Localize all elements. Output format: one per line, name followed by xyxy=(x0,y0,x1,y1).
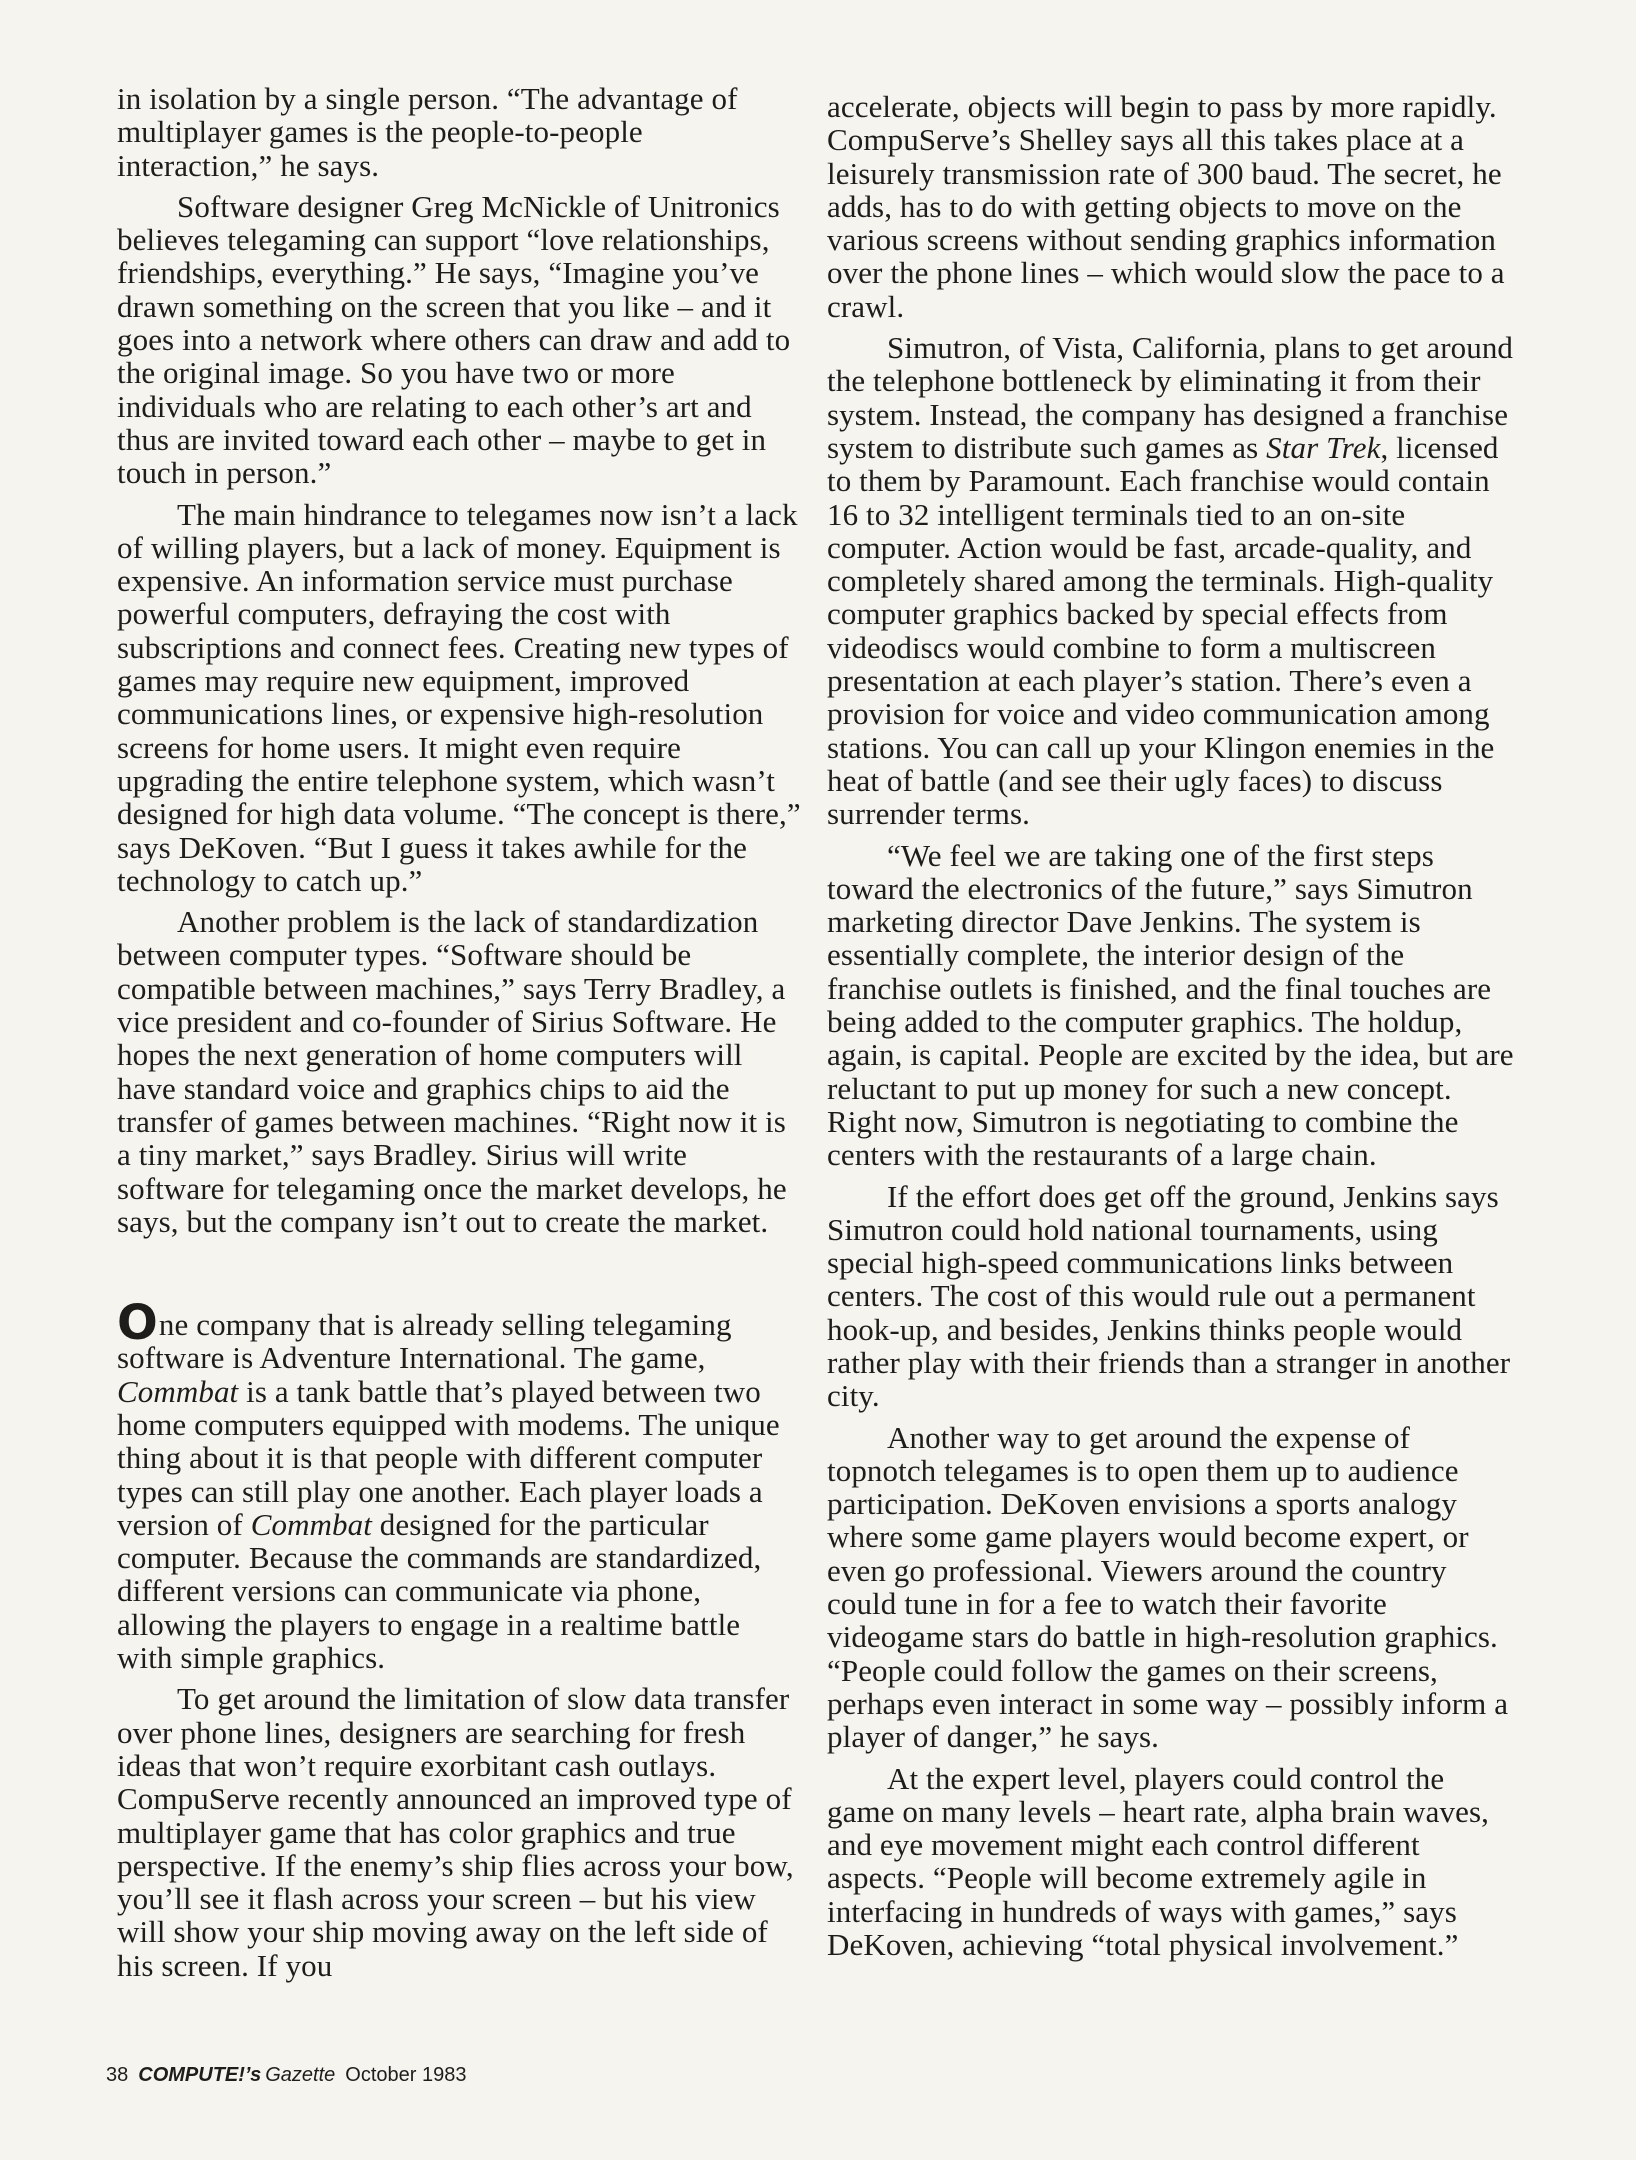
paragraph: If the effort does get off the ground, Jenkins says Simutron could hold national tournaments, using special high-speed communications links between centers. The cost of this would rule out a permanent hook-up, and besides, Jenkins thinks people would rather play with their friends than a stranger in another city. xyxy=(827,1178,1511,1414)
section-break xyxy=(117,1238,801,1304)
magazine-name: COMPUTE!’s xyxy=(138,2064,262,2086)
game-title: Commbat xyxy=(250,1506,372,1542)
page-number: 38 xyxy=(106,2064,129,2086)
text-run: , licensed to them by Paramount. Each franchise would contain 16 to 32 intelligent terminals tied to an on-site computer. Action would be fast, arcade-quality, and completely shared among the terminals. High-quality computer graphics backed by special effects from videodiscs would combine to form a multiscreen presentation at each player’s station. There’s even a provision for voice and video communication among stations. You can call up your Klingon enemies in the heat of battle (and see their ugly faces) to discuss surrender terms. xyxy=(827,429,1499,832)
page-footer xyxy=(106,2064,476,2087)
issue-date: October 1983 xyxy=(345,2064,467,2086)
drop-cap: O xyxy=(117,1295,158,1352)
paragraph: Another problem is the lack of standardization between computer types. “Software should be compatible between machines,” says Terry Bradley, a vice president and co-founder of Sirius Software. He hopes the next generation of home computers will have standard voice and graphics chips to aid the transfer of games between machines. “Right now it is a tiny market,” says Bradley. Sirius will write software for telegaming once the market develops, he says, but the company isn’t out to create the market. xyxy=(117,904,787,1239)
paragraph: Another way to get around the expense of topnotch telegames is to open them up to audience participation. DeKoven envisions a sports analogy where some game players would become expert, or even go professional. Viewers around the country could tune in for a fee to watch their favorite videogame stars do battle in high-resolution graphics. “People could follow the games on their screens, perhaps even interact in some way – possibly inform a player of danger,” he says. xyxy=(827,1419,1509,1755)
paragraph xyxy=(827,331,1517,830)
paragraph: in isolation by a single person. “The advantage of multiplayer games is the people-to-people interaction,” he says. xyxy=(117,81,738,183)
left-column xyxy=(117,82,801,1982)
paragraph: The main hindrance to telegames now isn’t a lack of willing players, but a lack of money. Equipment is expensive. An information service must purchase powerful computers, defraying the cost with subscriptions and connect fees. Creating new types of games may require new equipment, improved communications lines, or expensive high-resolution screens for home users. It might even require upgrading the entire telephone system, which wasn’t designed for high data volume. “The concept is there,” says DeKoven. “But I guess it takes awhile for the technology to catch up.” xyxy=(117,496,801,898)
paragraph: Software designer Greg McNickle of Unitronics believes telegaming can support “love relationships, friendships, everything.” He says, “Imagine you’ve drawn something on the screen that you like – and it goes into a network where others can draw and add to the original image. So you have two or more individuals who are relating to each other’s art and thus are invited toward each other – maybe to get in touch in person.” xyxy=(117,188,791,491)
paragraph: “We feel we are taking one of the first steps toward the electronics of the future,” says Simutron marketing director Dave Jenkins. The system is essentially complete, the interior design of the franchise outlets is finished, and the final touches are being added to the computer graphics. The holdup, again, is capital. People are excited by the idea, but are reluctant to put up money for such a new concept. Right now, Simutron is negotiating to combine the centers with the restaurants of a large chain. xyxy=(827,837,1514,1173)
text-run: ne company that is already selling telegaming software is Adventure International. The game, xyxy=(117,1307,732,1376)
magazine-suffix: Gazette xyxy=(265,2064,336,2086)
paragraph: At the expert level, players could control the game on many levels – heart rate, alpha brain waves, and eye movement might each control different aspects. “People will become extremely agile in interfacing in hundreds of ways with games,” says DeKoven, achieving “total physical involvement.” xyxy=(827,1760,1489,1963)
text-run: Simutron, of Vista, California, plans to get around the telephone bottleneck by eliminating it from their system. Instead, the company has designed a franchise system to distribute such games as xyxy=(827,330,1514,465)
text-run: is a tank battle that’s played between two home computers equipped with modems. The unique thing about it is that people with different computer types can still play one another. Each player loads a version of xyxy=(117,1373,780,1542)
game-title: Star Trek xyxy=(1266,429,1381,465)
text-run: designed for the particular computer. Because the commands are standardized, different versions can communicate via phone, allowing the players to engage in a realtime battle with simple graphics. xyxy=(117,1506,762,1676)
paragraph-dropcap xyxy=(117,1295,801,1676)
paragraph: To get around the limitation of slow data transfer over phone lines, designers are searching for fresh ideas that won’t require exorbitant cash outlays. CompuServe recently announced an improved type of multiplayer game that has color graphics and true perspective. If the enemy’s ship flies across your bow, you’ll see it flash across your screen – but his view will show your ship moving away on the left side of his screen. If you xyxy=(117,1681,794,1983)
game-title: Commbat xyxy=(117,1373,239,1409)
right-column xyxy=(827,90,1517,1961)
paragraph: accelerate, objects will begin to pass by more rapidly. CompuServe’s Shelley says all this takes place at a leisurely transmission rate of 300 baud. The secret, he adds, has to do with getting objects to move on the various screens without sending graphics information over the phone lines – which would slow the pace to a crawl. xyxy=(827,89,1505,324)
